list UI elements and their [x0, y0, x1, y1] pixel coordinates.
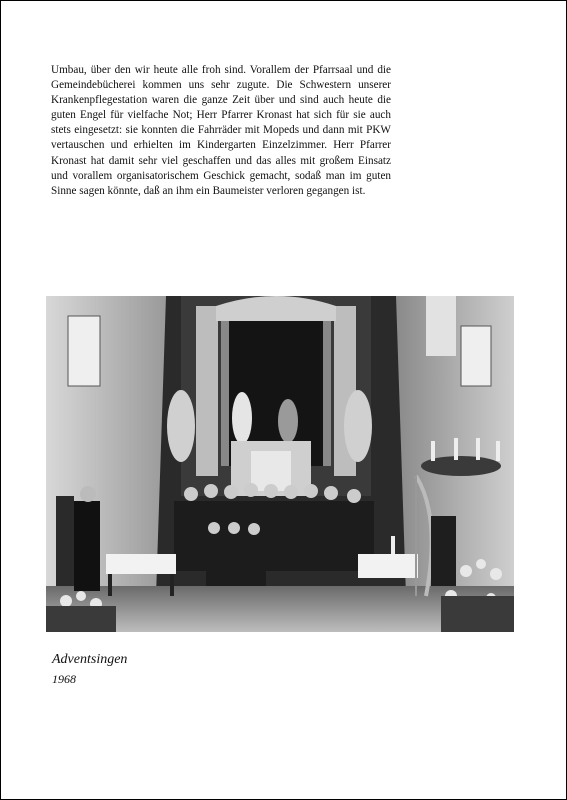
body-paragraph: Umbau, über den wir heute alle froh sind. Vorallem der Pfarrsaal und die Gemeindebücherei kommen uns sehr zugute. Die Schwestern unserer Krankenpflegestation waren die ganze Zeit über und sind auch heute die guten Engel für vielfache Not; Herr Pfarrer Kronast hat sich für sie auch stets eingesetzt: sie konnten die Fahrräder mit Mopeds und dann mit PKW vertauschen und erhielten im Kindergarten Einzelzimmer. Herr Pfarrer Kronast hat damit sehr viel geschaffen und das alles mit großem Einsatz und vorallem organisatorischem Geschick gemacht, sodaß man im guten Sinne sagen könnte, daß an ihm ein Baumeister verloren gegangen ist. [51, 64, 391, 197]
caption-year: 1968 [52, 672, 76, 686]
photo-illustration [46, 296, 514, 632]
church-photo [46, 296, 514, 632]
caption-title: Adventsingen [52, 652, 128, 667]
